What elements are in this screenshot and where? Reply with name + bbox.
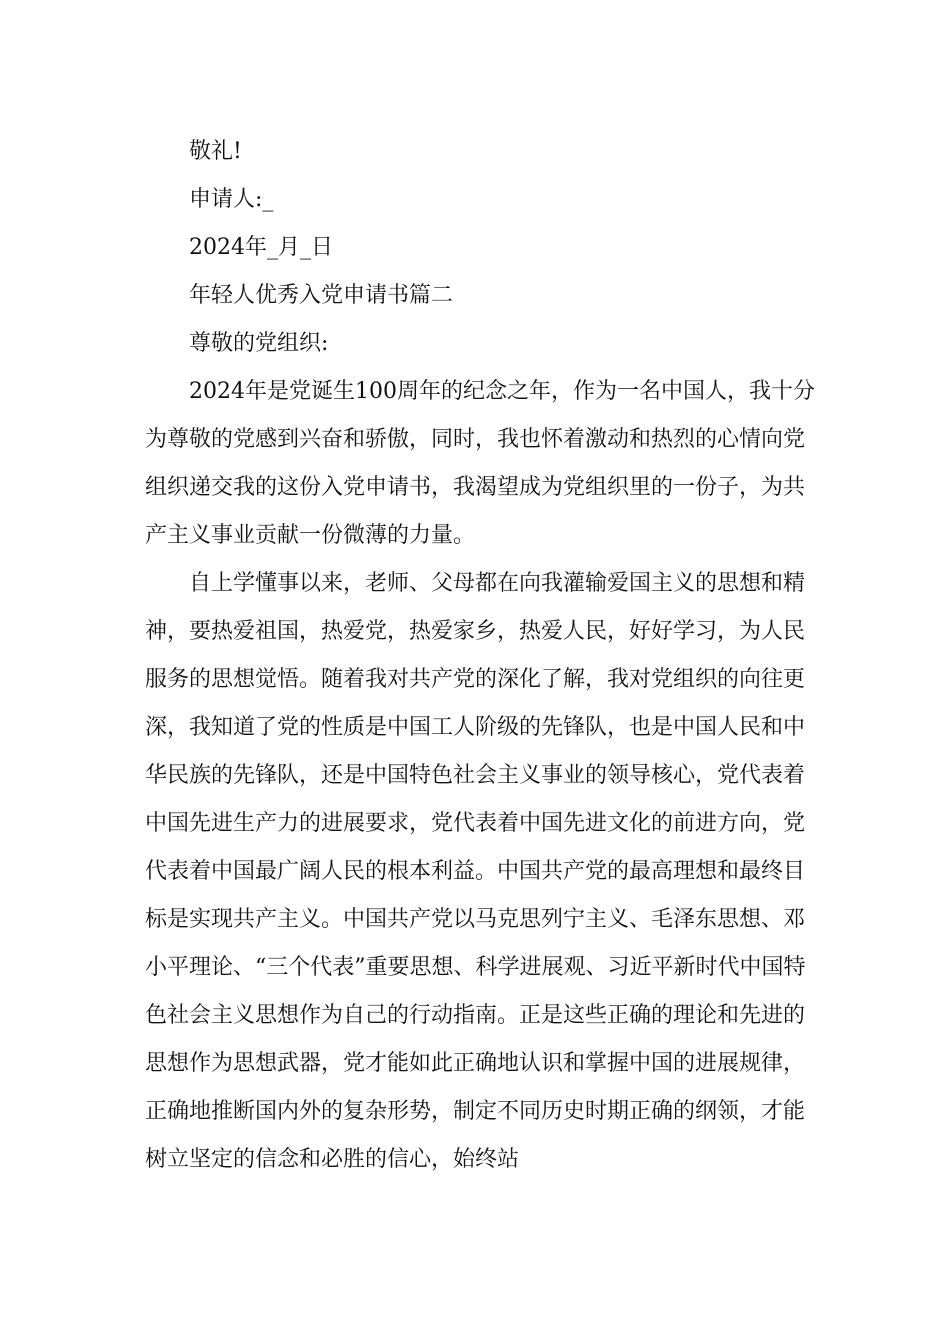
- date-line: 2024年_月_日: [189, 235, 333, 260]
- salutation-line: 尊敬的党组织:: [189, 331, 329, 356]
- body-paragraph-1: 2024年是党诞生100周年的纪念之年，作为一名中国人，我十分为尊敬的党感到兴奋和骄傲，同时，我也怀着激动和热烈的心情向党组织递交我的这份入党申请书，我渴望成为党组织里的一份子，为共产主义事业贡献一份微薄的力量。: [145, 379, 815, 548]
- section-title: 年轻人优秀入党申请书篇二: [189, 283, 454, 308]
- closing-line: 敬礼!: [189, 139, 242, 164]
- document-body: [145, 128, 815, 1184]
- body-paragraph-2: 自上学懂事以来，老师、父母都在向我灌输爱国主义的思想和精神，要热爱祖国，热爱党，热爱家乡，热爱人民，好好学习，为人民服务的思想觉悟。随着我对共产党的深化了解，我对党组织的向往更深，我知道了党的性质是中国工人阶级的先锋队，也是中国人民和中华民族的先锋队，还是中国特色社会主义事业的领导核心，党代表着中国先进生产力的进展要求，党代表着中国先进文化的前进方向，党代表着中国最广阔人民的根本利益。中国共产党的最高理想和最终目标是实现共产主义。中国共产党以马克思列宁主义、毛泽东思想、邓小平理论、“三个代表”重要思想、科学进展观、习近平新时代中国特色社会主义思想作为自己的行动指南。正是这些正确的理论和先进的思想作为思想武器，党才能如此正确地认识和掌握中国的进展规律，正确地推断国内外的复杂形势，制定不同历史时期正确的纲领，才能树立坚定的信念和必胜的信心，始终站: [145, 571, 806, 1172]
- applicant-line: 申请人:_: [189, 187, 274, 212]
